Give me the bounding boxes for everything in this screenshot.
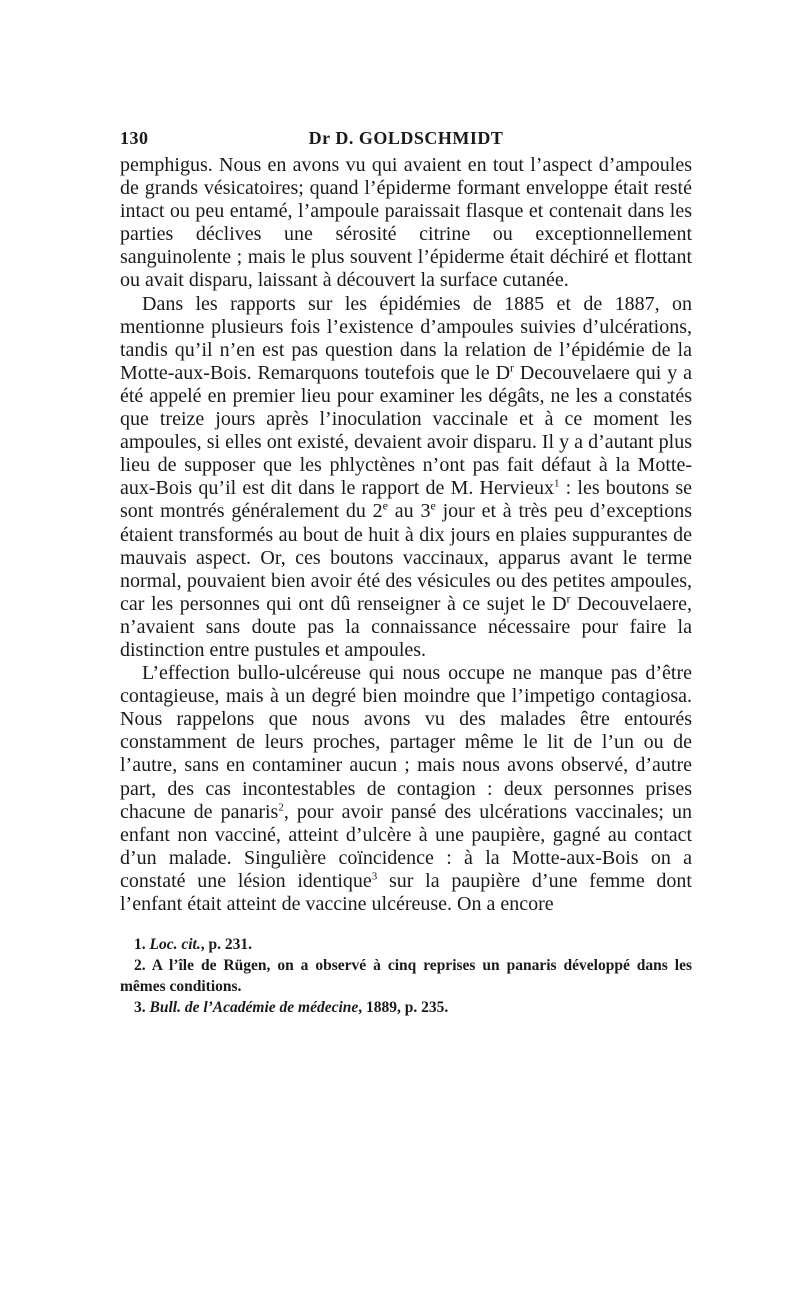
footnote-2 bbox=[120, 955, 692, 997]
footnote-1 bbox=[120, 934, 692, 955]
footnote-1-text: , p. 231. bbox=[200, 936, 252, 954]
paragraph-1 bbox=[120, 154, 692, 293]
paragraph-2-text-e: jour et à très peu d’exceptions étaient transformés au bout de huit à dix jours en plaies suppurantes de mauvais aspect. Or, ces boutons vaccinaux, apparus avant le terme normal, pouvaient bien avoir été des vésicules ou des petites ampoules, car les personnes qui ont dû renseigner à ce sujet le D bbox=[120, 500, 692, 615]
superscript-r: r bbox=[510, 360, 515, 375]
paragraph-3-text-b: , pour avoir pansé des ulcérations vaccinales; un enfant non vacciné, atteint d’ulcère à une paupière, gagné au contact d’un malade. Singulière coïncidence : à la Motte-aux-Bois on a constaté une lésion identique bbox=[120, 800, 692, 892]
footnote-3 bbox=[120, 997, 692, 1018]
footnote-2-text: 2. A l’île de Rügen, on a observé à cinq reprises un panaris développé dans les mêmes conditions. bbox=[120, 957, 692, 996]
paragraph-2-text-f: Decouvelaere, n’avaient sans doute pas la connaissance nécessaire pour faire la distinction entre pustules et ampoules. bbox=[120, 592, 693, 661]
paragraph-3-text-c: sur la paupière d’une femme dont l’enfant était atteint de vaccine ulcéreuse. On a encore bbox=[120, 869, 692, 915]
paragraph-2 bbox=[120, 293, 692, 663]
footnote-3-title: Bull. de l’Académie de médecine bbox=[149, 999, 359, 1017]
paragraph-2-text-a: Dans les rapports sur les épidémies de 1885 et de 1887, on mentionne plusieurs fois l’existence d’ampoules suivies d’ulcérations, tandis qu’il n’en est pas question dans la relation de l’épidémie de la Motte-aux-Bois. Remarquons toutefois que le D bbox=[120, 292, 692, 384]
running-head bbox=[120, 128, 692, 154]
body-text bbox=[120, 154, 692, 916]
superscript-e: e bbox=[382, 498, 388, 513]
page-number: 130 bbox=[120, 128, 149, 148]
paragraph-3-text-a: L’effection bullo-ulcéreuse qui nous occupe ne manque pas d’être contagieuse, mais à un degré bien moindre que l’impetigo contagiosa. Nous rappelons que nous avons vu des malades être entourés constamment de leurs proches, partager même le lit de l’un ou de l’autre, sans en contaminer aucun ; mais nous avons observé, d’autre part, des cas incontestables de contagion : deux personnes prises chacune de panaris bbox=[120, 662, 692, 823]
footnote-1-number: 1. bbox=[134, 936, 150, 954]
footnote-1-title: Loc. cit. bbox=[149, 936, 201, 954]
superscript-e: e bbox=[430, 498, 436, 513]
paragraph-2-text-d: au 3 bbox=[387, 500, 431, 523]
paragraph-2-text-c: : les boutons se sont montrés généralement du 2 bbox=[120, 477, 692, 523]
footnote-3-text: , 1889, p. 235. bbox=[358, 999, 449, 1017]
footnote-ref-2: 2 bbox=[278, 800, 284, 813]
footnote-ref-3: 3 bbox=[371, 870, 378, 883]
book-page bbox=[120, 128, 692, 1018]
footnote-3-number: 3. bbox=[134, 999, 150, 1017]
running-head-author: Dr D. GOLDSCHMIDT bbox=[308, 128, 504, 148]
paragraph-2-text-b: Decouvelaere qui y a été appelé en premier lieu pour examiner les dégâts, ne les a constatés que treize jours après l’inoculation vaccinale et à ce moment les ampoules, si elles ont existé, devaient avoir disparu. Il y a d’autant plus lieu de supposer que les phlyctènes n’ont pas fait défaut à la Motte-aux-Bois qu’il est dit dans le rapport de M. Hervieux bbox=[120, 361, 692, 500]
footnotes bbox=[120, 934, 692, 1018]
superscript-r: r bbox=[566, 591, 571, 606]
footnote-ref-1: 1 bbox=[553, 477, 560, 490]
paragraph-3 bbox=[120, 662, 692, 916]
paragraph-1-text: pemphigus. Nous en avons vu qui avaient en tout l’aspect d’ampoules de grands vésicatoires; quand l’épiderme formant enveloppe était resté intact ou peu entamé, l’ampoule paraissait flasque et contenait dans les parties déclives une sérosité citrine ou exceptionnellement sanguinolente ; mais le plus souvent l’épiderme était déchiré et flottant ou avait disparu, laissant à découvert la surface cutanée. bbox=[120, 154, 692, 292]
